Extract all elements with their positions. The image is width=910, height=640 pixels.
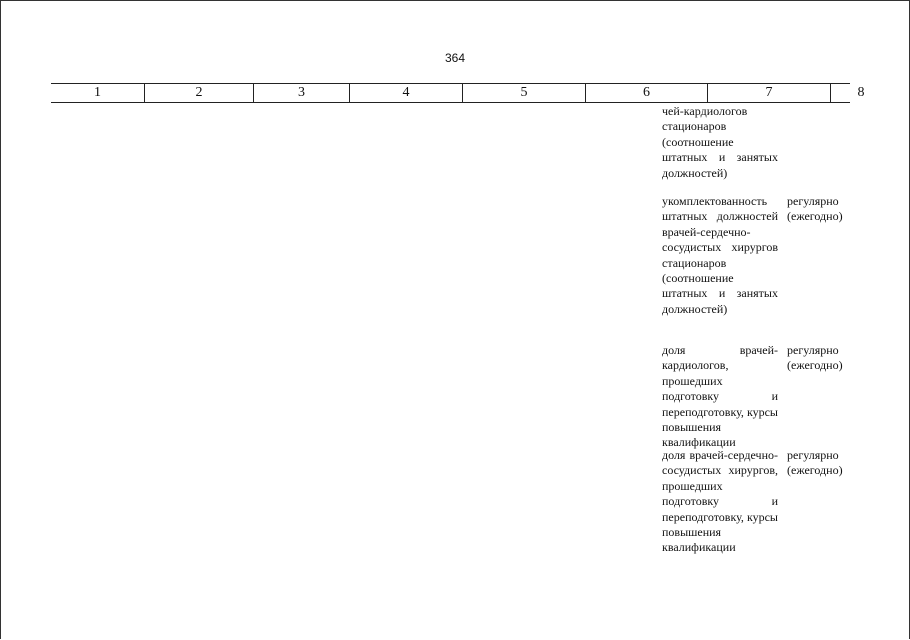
frequency-text: регулярно (ежегодно) (787, 194, 843, 224)
indicator-text: укомплектованность штатных должностей врачей-сердечно-сосудистых хирургов стационаров (соотношение штатных и занятых должностей) (662, 194, 778, 316)
table-header-row (51, 83, 865, 103)
column-header-6: 6 (643, 85, 650, 100)
column-header-7: 7 (765, 85, 773, 100)
column-header-5: 5 (520, 85, 528, 100)
column-header-2: 2 (195, 85, 203, 100)
page-number: 364 (444, 51, 466, 65)
column-header-3: 3 (298, 85, 305, 100)
frequency-text: регулярно (ежегодно) (787, 448, 843, 478)
frequency-text: регулярно (ежегодно) (787, 343, 843, 373)
column-header-4: 4 (402, 85, 410, 100)
indicator-text: доля врачей-кардиологов, прошедших подготовку и переподготовку, курсы повышения квалификации (662, 343, 778, 450)
column-header-1: 1 (94, 85, 101, 100)
indicator-text: доля врачей-сердечно-сосудистых хирургов, прошедших подготовку и переподготовку, курсы повышения квалификации (662, 448, 778, 555)
column-header-8: 8 (857, 85, 865, 100)
indicator-text: чей-кардиологов стационаров (соотношение штатных и занятых должностей) (662, 104, 778, 180)
